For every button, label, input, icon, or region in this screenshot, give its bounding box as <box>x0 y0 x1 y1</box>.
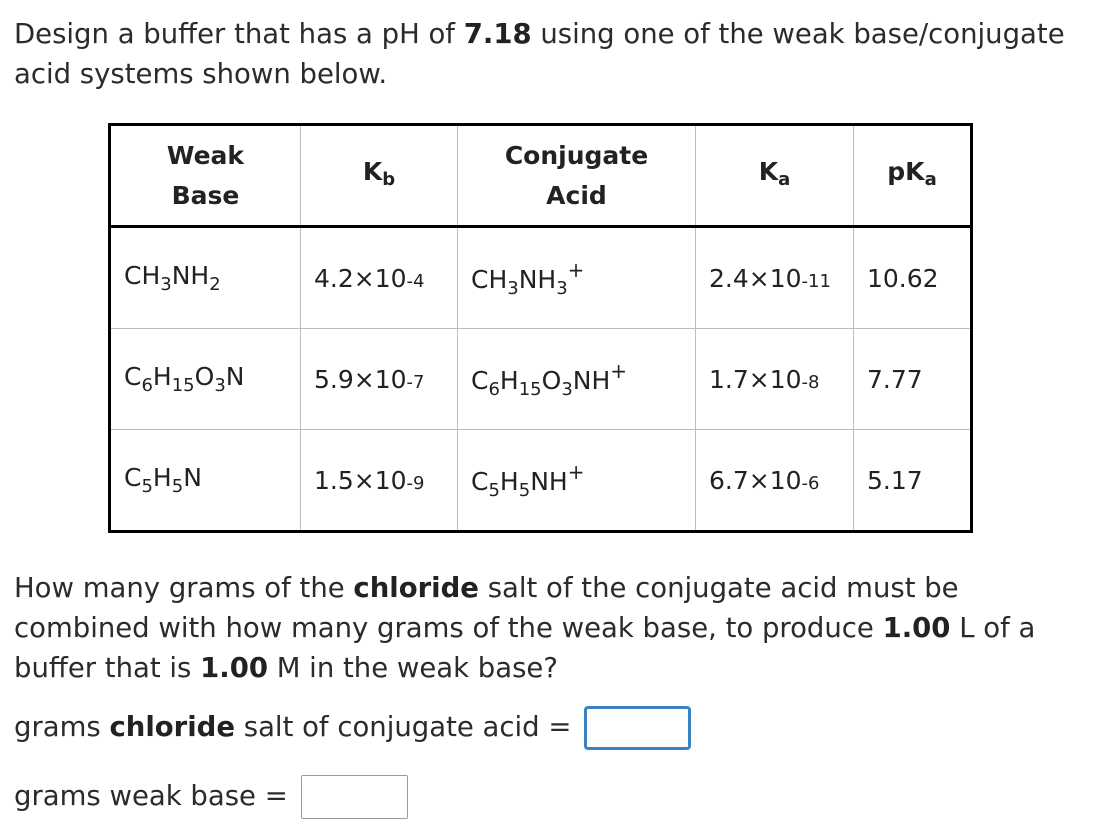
pka-value: 10.62 <box>854 227 972 329</box>
conjugate-acid-grams-input[interactable] <box>584 706 691 750</box>
buffer-systems-table <box>108 123 973 533</box>
bold-chloride: chloride <box>353 572 479 604</box>
ka-value: 1.7×10-8 <box>696 329 854 430</box>
bold-volume: 1.00 <box>882 612 951 644</box>
target-ph: 7.18 <box>463 18 532 50</box>
bold-molarity: 1.00 <box>200 652 268 684</box>
pka-value: 7.77 <box>854 329 972 430</box>
conjugate-acid-formula: $CH_3NH_3^+$ <box>458 227 696 329</box>
answer-row-conjugate-acid: grams chloride salt of conjugate acid = <box>14 706 691 750</box>
header-pka: $pK_a$ <box>854 125 972 227</box>
kb-value: 5.9×10-7 <box>301 329 458 430</box>
header-kb: $K_b$ <box>301 125 458 227</box>
intro-text-1: Design a buffer that has a pH of <box>14 18 464 50</box>
weak-base-formula: $CH_3NH_2$ <box>124 261 221 295</box>
kb-value: 1.5×10-9 <box>301 430 458 532</box>
table-row <box>110 227 972 329</box>
weak-base-grams-input[interactable] <box>301 775 408 819</box>
table-row <box>110 430 972 532</box>
header-ka: $K_a$ <box>696 125 854 227</box>
intro-text-2: using one of the weak base/conjugate acid systems shown below. <box>14 18 1065 90</box>
ka-value: 2.4×10-11 <box>696 227 854 329</box>
header-conjugate-acid: Conjugate Acid <box>458 125 696 227</box>
table-header-row <box>110 125 972 227</box>
problem-intro <box>14 14 1094 94</box>
conjugate-acid-formula: $C_6H_{15}O_3NH^+$ <box>458 329 696 430</box>
answer-row-weak-base: grams weak base = <box>14 775 408 819</box>
question-text: How many grams of the chloride salt of the conjugate acid must be combined with how many grams of the weak base, to produce 1.00 L of a buffer that is 1.00 M in the weak base? <box>14 572 1036 684</box>
ka-value: 6.7×10-6 <box>696 430 854 532</box>
kb-value: 4.2×10-4 <box>301 227 458 329</box>
pka-value: 5.17 <box>854 430 972 532</box>
conjugate-acid-formula: $C_5H_5NH^+$ <box>458 430 696 532</box>
weak-base-formula: $C_5H_5N$ <box>110 430 301 532</box>
header-weak-base: Weak Base <box>110 125 301 227</box>
table-row <box>110 329 972 430</box>
weak-base-formula: $C_6H_{15}O_3N$ <box>110 329 301 430</box>
